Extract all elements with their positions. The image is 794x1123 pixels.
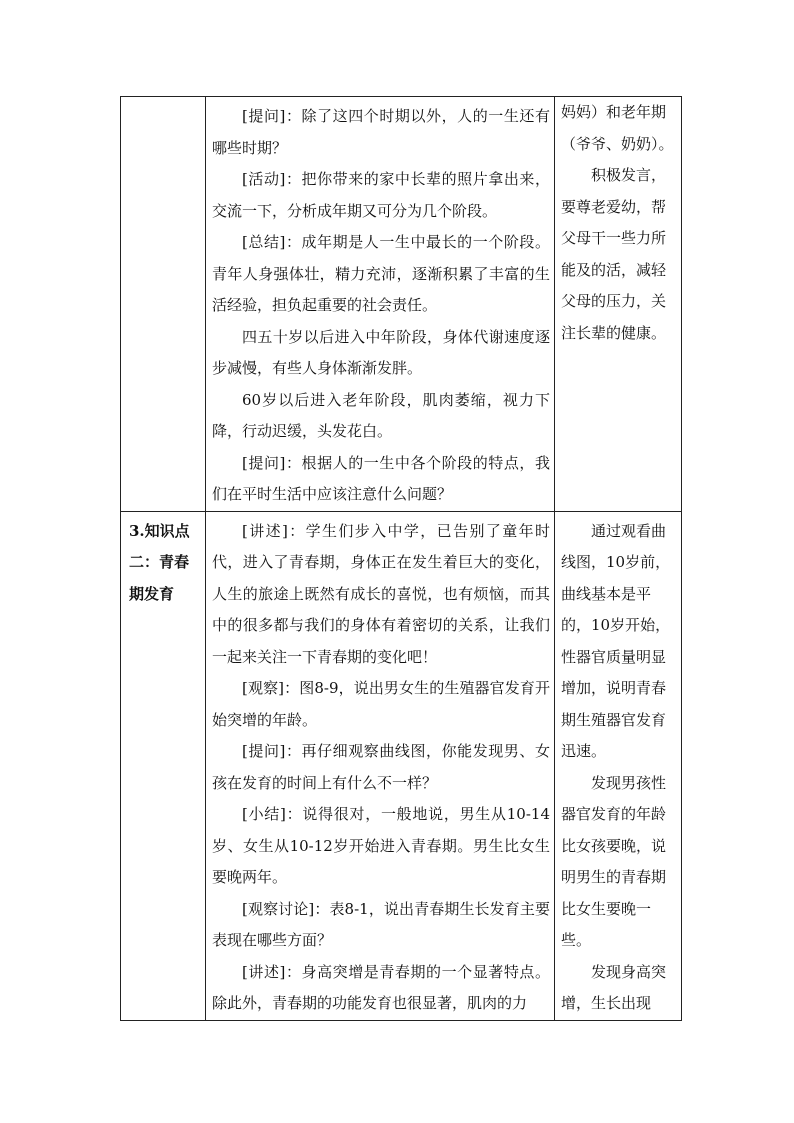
content-paragraph: [总结]：成年期是人一生中最长的一个阶段。青年人身强体壮，精力充沛，逐渐积累了丰富的生活经验，担负起重要的社会责任。 — [212, 233, 550, 314]
content-paragraph: [提问]：再仔细观察曲线图，你能发现男、女孩在发育的时间上有什么不一样？ — [212, 742, 550, 792]
content-paragraph: [小结]：说得很对，一般地说，男生从10-14岁、女生从10-12岁开始进入青春期。男生比女生要晚两年。 — [212, 805, 550, 886]
student-activity-cell — [555, 97, 682, 512]
content-paragraph: [讲述]：身高突增是青春期的一个显著特点。除此外，青春期的功能发育也很显著，肌肉的力 — [212, 962, 550, 1012]
table-row — [121, 97, 682, 512]
note-paragraph: 积极发言，要尊老爱幼，帮父母干一些力所能及的活，减轻父母的压力，关注长辈的健康。 — [561, 166, 667, 342]
content-paragraph: [观察]：图8-9，说出男女生的生殖器官发育开始突增的年龄。 — [212, 679, 550, 729]
table-row — [121, 511, 682, 1020]
content-paragraph: 60岁以后进入老年阶段，肌肉萎缩，视力下降，行动迟缓，头发花白。 — [212, 390, 550, 440]
student-activity-cell — [555, 511, 682, 1020]
note-paragraph: 发现身高突增，生长出现 — [561, 962, 667, 1012]
section-label-cell — [121, 511, 206, 1020]
note-paragraph: 妈妈）和老年期（爷爷、奶奶）。 — [561, 103, 674, 153]
lesson-plan-table — [120, 96, 682, 1021]
section-label: 3.知识点二：青春期发育 — [129, 521, 190, 603]
content-paragraph: [讲述]：学生们步入中学，已告别了童年时代，进入了青春期，身体正在发生着巨大的变化，人生的旅途上既然有成长的喜悦，也有烦恼，而其中的很多都与我们的身体有着密切的关系，让我们一起来关注一下青春期的变化吧！ — [212, 521, 550, 666]
content-paragraph: [观察讨论]：表8-1，说出青春期生长发育主要表现在哪些方面？ — [212, 899, 550, 949]
teacher-activity-cell — [206, 97, 555, 512]
teacher-activity-cell — [206, 511, 555, 1020]
section-label — [121, 97, 205, 101]
content-paragraph: [活动]：把你带来的家中长辈的照片拿出来，交流一下，分析成年期又可分为几个阶段。 — [212, 170, 550, 220]
section-label-cell — [121, 97, 206, 512]
note-paragraph: 通过观看曲线图，10岁前，曲线基本是平的，10岁开始，性器官质量明显增加，说明青春期生殖器官发育迅速。 — [561, 521, 671, 760]
content-paragraph: [提问]：除了这四个时期以外，人的一生还有哪些时期？ — [212, 107, 550, 157]
content-paragraph: [提问]：根据人的一生中各个阶段的特点，我们在平时生活中应该注意什么问题？ — [212, 453, 550, 503]
content-paragraph: 四五十岁以后进入中年阶段，身体代谢速度逐步减慢，有些人身体渐渐发胖。 — [212, 327, 550, 377]
note-paragraph: 发现男孩性器官发育的年龄比女孩要晚，说明男生的青春期比女生要晚一些。 — [561, 773, 667, 949]
